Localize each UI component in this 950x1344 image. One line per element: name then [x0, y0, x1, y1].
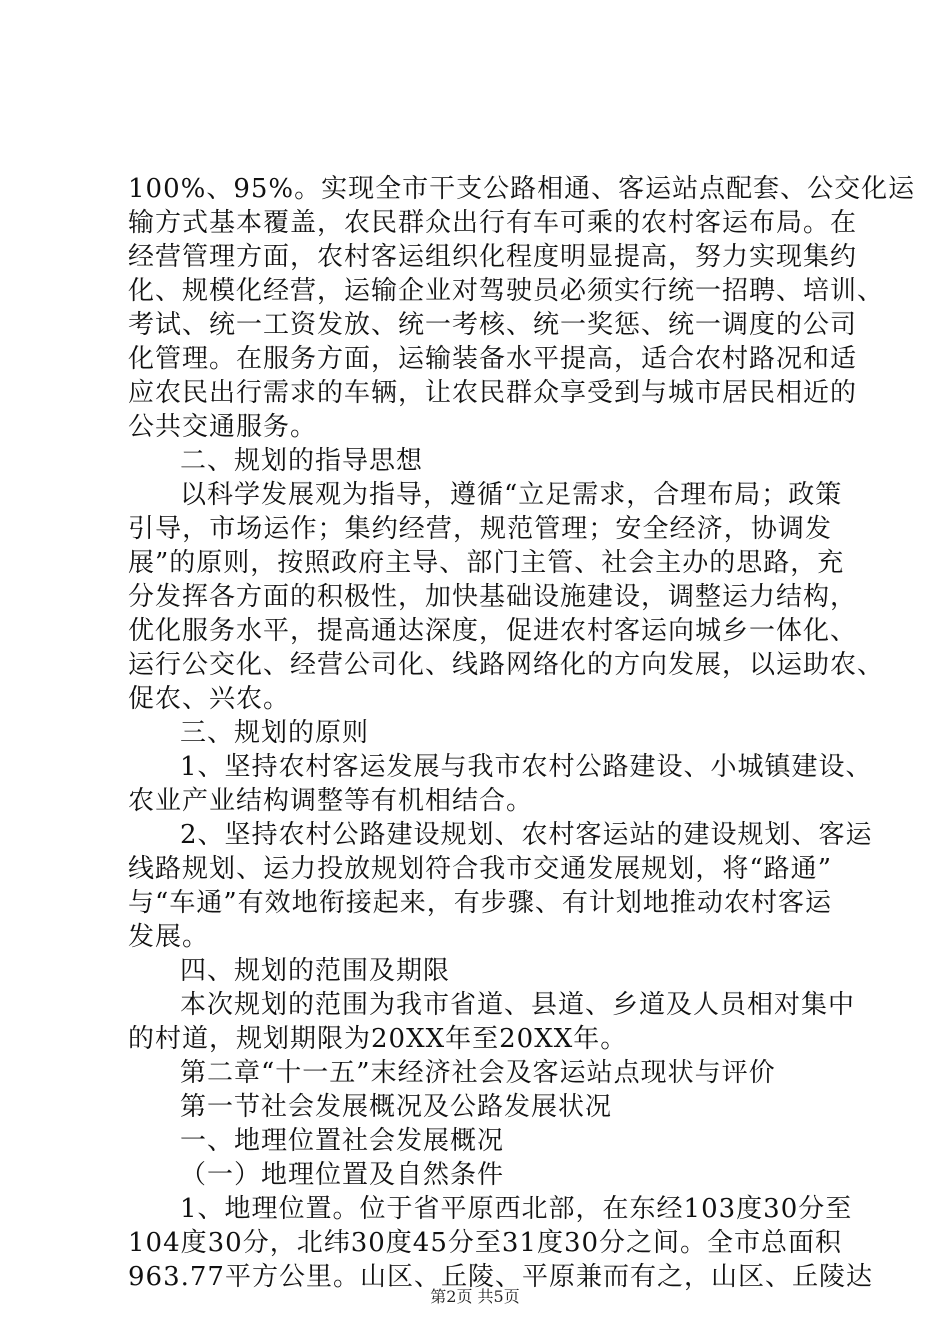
text-line: 化、规模化经营，运输企业对驾驶员必须实行统一招聘、培训、 — [128, 276, 885, 306]
text-line: 化管理。在服务方面，运输装备水平提高，适合农村路况和适 — [128, 344, 858, 374]
section-heading: 一、地理位置社会发展概况 — [180, 1126, 505, 1156]
text-line: 促农、兴农。 — [128, 684, 291, 714]
text-line: 应农民出行需求的车辆，让农民群众享受到与城市居民相近的 — [128, 378, 858, 408]
section-heading: 第一节社会发展概况及公路发展状况 — [180, 1092, 613, 1122]
text-line: 104度30分，北纬30度45分至31度30分之间。全市总面积 — [128, 1228, 843, 1258]
text-line: 1、坚持农村客运发展与我市农村公路建设、小城镇建设、 — [180, 752, 873, 782]
text-line: 与“车通”有效地衔接起来，有步骤、有计划地推动农村客运 — [128, 888, 832, 918]
text-line: 分发挥各方面的积极性，加快基础设施建设，调整运力结构， — [128, 582, 858, 612]
text-line: 经营管理方面，农村客运组织化程度明显提高，努力实现集约 — [128, 242, 858, 272]
text-line: 公共交通服务。 — [128, 412, 318, 442]
section-heading: 三、规划的原则 — [180, 718, 370, 748]
text-line: 引导，市场运作；集约经营，规范管理；安全经济，协调发 — [128, 514, 832, 544]
section-heading: 四、规划的范围及期限 — [180, 956, 451, 986]
chapter-heading: 第二章“十一五”末经济社会及客运站点现状与评价 — [180, 1058, 776, 1088]
text-line: 考试、统一工资发放、统一考核、统一奖惩、统一调度的公司 — [128, 310, 858, 340]
text-line: 线路规划、运力投放规划符合我市交通发展规划，将“路通” — [128, 854, 832, 884]
text-line: 本次规划的范围为我市省道、县道、乡道及人员相对集中 — [180, 990, 856, 1020]
text-line: 展”的原则，按照政府主导、部门主管、社会主办的思路，充 — [128, 548, 845, 578]
subsection-heading: （一）地理位置及自然条件 — [180, 1160, 505, 1190]
text-line: 963.77平方公里。山区、丘陵、平原兼而有之，山区、丘陵达 — [128, 1262, 873, 1292]
text-line: 发展。 — [128, 922, 210, 952]
text-line: 优化服务水平，提高通达深度，促进农村客运向城乡一体化、 — [128, 616, 858, 646]
page-number: 第2页 共5页 — [430, 1287, 520, 1306]
text-line: 运行公交化、经营公司化、线路网络化的方向发展，以运助农、 — [128, 650, 885, 680]
text-line: 1、地理位置。位于省平原西北部，在东经103度30分至 — [180, 1194, 853, 1224]
text-line: 的村道，规划期限为20XX年至20XX年。 — [128, 1024, 628, 1054]
text-line: 100%、95%。实现全市干支公路相通、客运站点配套、公交化运 — [128, 174, 916, 204]
document-body — [128, 172, 916, 1294]
text-line: 2、坚持农村公路建设规划、农村客运站的建设规划、客运 — [180, 820, 873, 850]
text-line: 以科学发展观为指导，遵循“立足需求，合理布局；政策 — [180, 480, 843, 510]
text-line: 农业产业结构调整等有机相结合。 — [128, 786, 534, 816]
text-line: 输方式基本覆盖，农民群众出行有车可乘的农村客运布局。在 — [128, 208, 858, 238]
section-heading: 二、规划的指导思想 — [180, 446, 424, 476]
